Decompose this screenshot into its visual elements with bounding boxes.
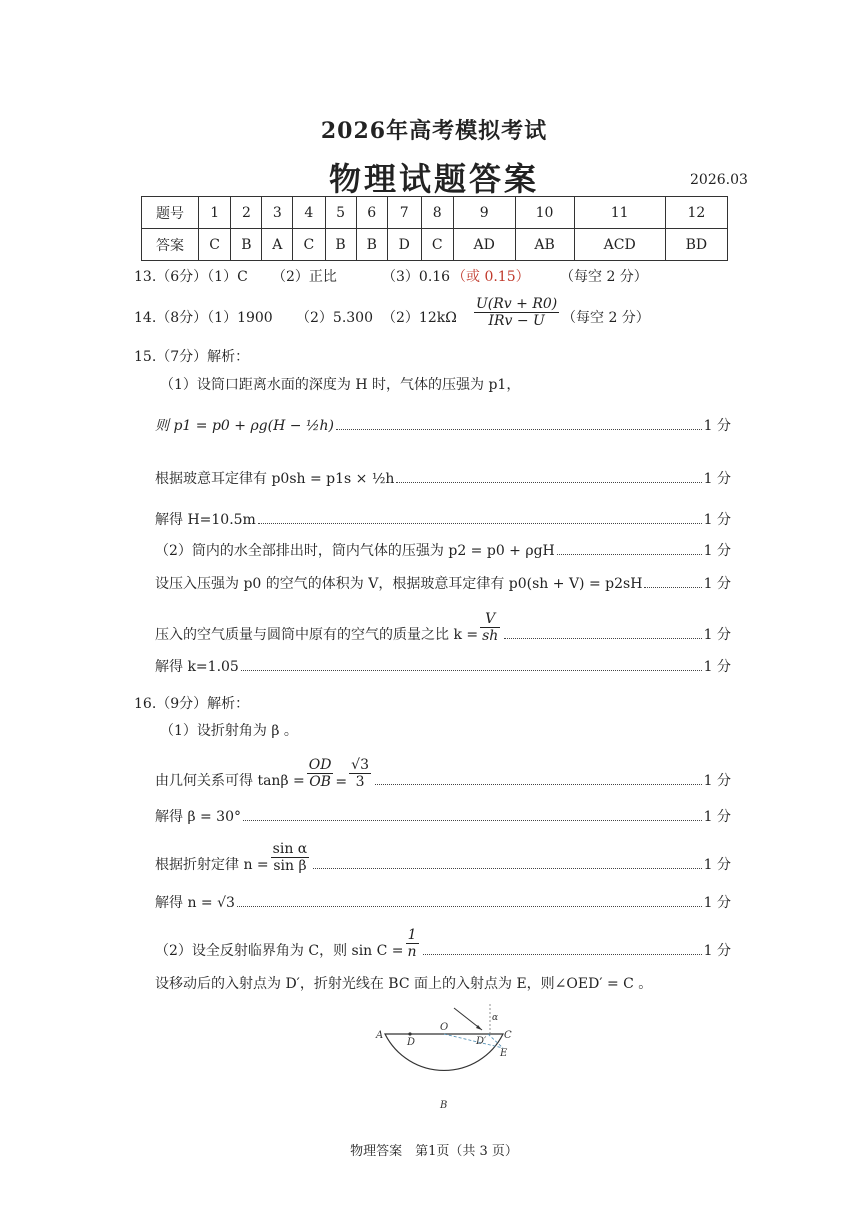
q15-line6: [155, 612, 731, 644]
score: 1 分: [703, 895, 731, 911]
label-c: C: [504, 1030, 512, 1041]
score: 1 分: [703, 659, 731, 675]
q14-formula: [472, 296, 561, 329]
point-d: [408, 1032, 411, 1035]
table-cell: 6: [356, 197, 387, 229]
table-cell: B: [231, 229, 262, 261]
q14-head: 14.（8分）（1）1900: [134, 310, 273, 326]
table-cell: 8: [421, 197, 453, 229]
q15-eq5: 设压入压强为 p0 的空气的体积为 V，根据玻意耳定律有 p0(sh + V) = p2sH: [155, 576, 643, 592]
q15-head: 15.（7分）解析：: [134, 349, 250, 365]
q16-line2: [155, 804, 731, 826]
q16-frac-num: OD: [308, 757, 332, 773]
table-cell: 9: [453, 197, 515, 229]
semicircle-diagram: [370, 1000, 530, 1110]
q16-line4: [155, 890, 731, 912]
score: 1 分: [703, 576, 731, 592]
q16-line3: [155, 838, 731, 874]
q16-line6: 设移动后的入射点为 D′，折射光线在 BC 面上的入射点为 E，则∠OED′ = C 。: [155, 976, 653, 992]
table-cell: A: [262, 229, 293, 261]
table-cell: AD: [453, 229, 515, 261]
q15-eq7: 解得 k=1.05: [155, 659, 239, 675]
q15-eq2: 根据玻意耳定律有 p0sh = p1s × ½h: [155, 471, 395, 487]
q15-line4: [155, 538, 731, 560]
q15-line3: [155, 507, 731, 529]
q16-eq4: 解得 n = √3: [155, 895, 235, 911]
label-b: B: [440, 1100, 448, 1110]
q15-line7: [155, 654, 731, 676]
label-d: D: [407, 1037, 416, 1048]
table-cell: C: [421, 229, 453, 261]
q16-intro: （1）设折射角为 β 。: [160, 723, 298, 739]
q15-frac-num: V: [480, 611, 500, 628]
table-cell: 1: [199, 197, 231, 229]
table-cell: D: [387, 229, 421, 261]
table-cell: 10: [515, 197, 574, 229]
q14-part2: （2）5.300: [296, 310, 373, 326]
score: 1 分: [703, 418, 731, 434]
table-cell: C: [293, 229, 325, 261]
q15-frac-den: sh: [482, 628, 499, 644]
q15-eq4: （2）筒内的水全部排出时，筒内气体的压强为 p2 = p0 + ρgH: [155, 543, 555, 559]
answer-table: [141, 196, 728, 261]
table-cell: BD: [665, 229, 727, 261]
q15-eq1: 则 p1 = p0 + ρg(H − ½h): [155, 418, 334, 434]
q16-eq5: （2）设全反射临界角为 C，则 sin C =: [155, 943, 404, 959]
label-alpha: α: [492, 1013, 499, 1023]
table-cell: B: [356, 229, 387, 261]
q14-formula-num: U(Rv + R0): [476, 296, 558, 312]
q16-head: 16.（9分）解析：: [134, 696, 250, 712]
q16-eq1-equals: =: [335, 774, 348, 790]
q16-frac-den: OB: [309, 774, 331, 790]
refracted-ray: [444, 1034, 503, 1048]
table-cell: 5: [325, 197, 356, 229]
label-o: O: [440, 1022, 449, 1033]
score: 1 分: [703, 471, 731, 487]
q16-eq1: 由几何关系可得 tanβ =: [155, 773, 305, 789]
label-a: A: [376, 1030, 384, 1041]
score: 1 分: [703, 809, 731, 825]
table-header-answer: 答案: [142, 229, 199, 261]
q15-eq3: 解得 H=10.5m: [155, 512, 256, 528]
q16-frac3-num: sin α: [272, 841, 308, 857]
q16-frac3-den: sin β: [273, 858, 307, 874]
q16-eq2: 解得 β = 30°: [155, 809, 241, 825]
q13-alt-answer: （或 0.15）: [452, 269, 530, 285]
q13-note: （每空 2 分）: [560, 269, 648, 285]
table-cell: 11: [574, 197, 665, 229]
exam-date: 2026.03: [690, 172, 748, 188]
table-cell: 3: [262, 197, 293, 229]
q13-part2: （2）正比: [272, 269, 337, 285]
q13-head: 13.（6分）（1）C: [134, 269, 248, 285]
q15-eq6: 压入的空气质量与圆筒中原有的空气的质量之比 k =: [155, 627, 479, 643]
q16-frac5-num: 1: [406, 927, 419, 944]
q15-line5: [155, 571, 731, 593]
q15-intro: （1）设筒口距离水面的深度为 H 时，气体的压强为 p1，: [160, 377, 521, 393]
table-cell: ACD: [574, 229, 665, 261]
q16-frac5-den: n: [407, 944, 417, 960]
table-cell: AB: [515, 229, 574, 261]
table-cell: 12: [665, 197, 727, 229]
q16-frac-den2: 3: [355, 774, 365, 790]
answer-title: 物理试题答案: [328, 160, 539, 198]
q16-frac-num2: √3: [351, 757, 369, 773]
table-cell: 4: [293, 197, 325, 229]
table-cell: C: [199, 229, 231, 261]
table-cell: 2: [231, 197, 262, 229]
q16-line5: [155, 924, 731, 960]
score: 1 分: [703, 857, 731, 873]
score: 1 分: [703, 627, 731, 643]
q15-line2: [155, 466, 731, 488]
q14-part3: （2）12kΩ: [382, 310, 457, 326]
table-cell: B: [325, 229, 356, 261]
exam-title: 2026年高考模拟考试: [320, 118, 548, 144]
score: 1 分: [703, 512, 731, 528]
q14-note: （每空 2 分）: [562, 310, 650, 326]
table-row-numbers: [142, 197, 728, 229]
table-header-number: 题号: [142, 197, 199, 229]
label-d-prime: D′: [476, 1036, 487, 1047]
table-cell: 7: [387, 197, 421, 229]
q15-line1: [155, 413, 731, 435]
table-row-answers: [142, 229, 728, 261]
label-e: E: [500, 1048, 508, 1059]
q14-formula-den: IRv − U: [488, 313, 545, 329]
q16-line1: [155, 754, 731, 790]
score: 1 分: [703, 943, 731, 959]
score: 1 分: [703, 543, 731, 559]
page-footer: 物理答案 第1页（共 3 页）: [350, 1144, 518, 1159]
q16-eq3: 根据折射定律 n =: [155, 857, 269, 873]
score: 1 分: [703, 773, 731, 789]
q13-part3: （3）0.16: [382, 269, 451, 285]
